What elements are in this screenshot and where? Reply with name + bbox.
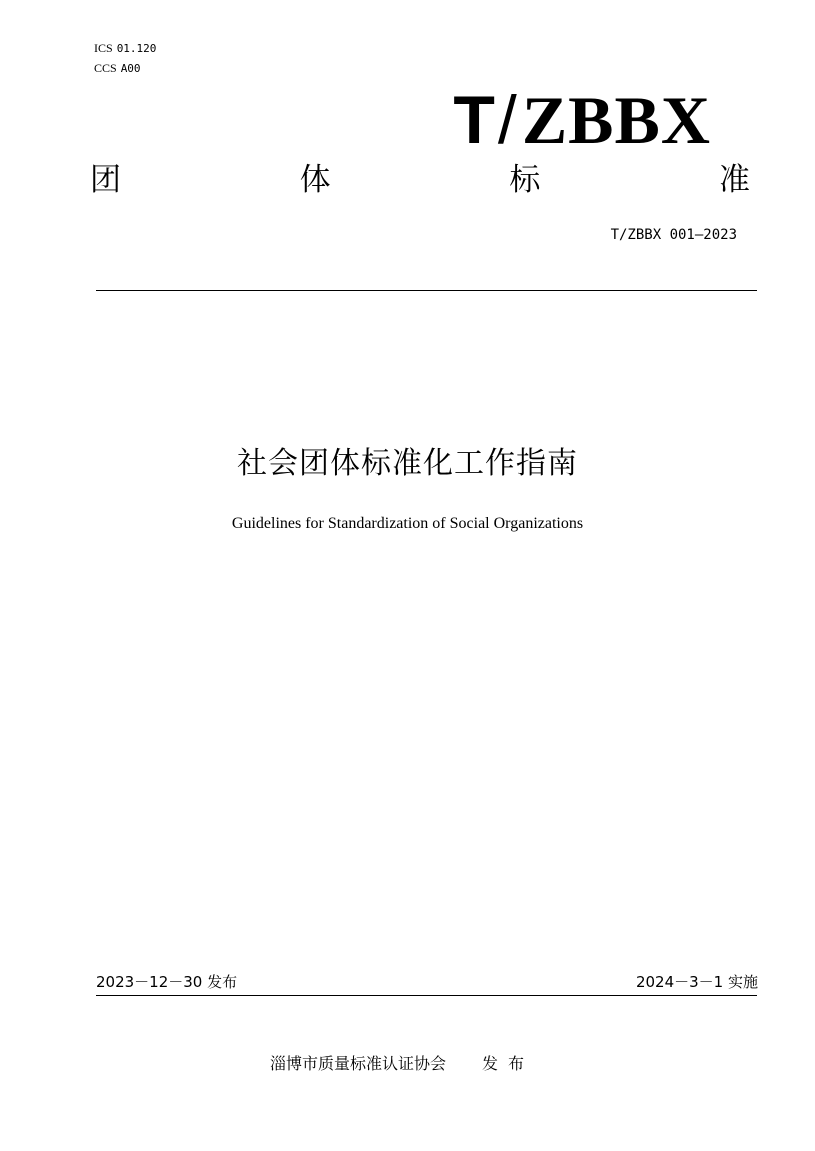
ics-code: 01.120 bbox=[116, 42, 157, 55]
standard-type-char: 团 bbox=[90, 162, 121, 198]
publisher-name: 淄博市质量标准认证协会 bbox=[270, 1054, 447, 1073]
release-date: 2023－12－30 发布 bbox=[96, 973, 238, 991]
header-divider bbox=[96, 290, 757, 291]
logo-t: T bbox=[453, 82, 496, 158]
ics-label: ICS bbox=[94, 41, 113, 55]
standard-number: T/ZBBX 001—2023 bbox=[610, 227, 737, 243]
ics-line bbox=[94, 41, 156, 56]
title-chinese: 社会团体标准化工作指南 bbox=[237, 446, 578, 481]
logo-slash: / bbox=[497, 82, 518, 158]
standard-type-char: 体 bbox=[299, 162, 331, 198]
standard-type-heading bbox=[90, 158, 750, 202]
standard-type-char: 标 bbox=[509, 162, 541, 198]
ccs-code: A00 bbox=[120, 62, 141, 75]
ccs-line bbox=[94, 61, 141, 76]
ccs-label: CCS bbox=[94, 61, 117, 75]
footer-divider bbox=[96, 995, 757, 996]
standard-type-char: 准 bbox=[718, 162, 750, 198]
implementation-date: 2024－3－1 实施 bbox=[635, 973, 758, 991]
logo-letters: ZBBX bbox=[521, 82, 711, 158]
publisher-line bbox=[270, 1053, 534, 1075]
standard-logo bbox=[453, 82, 711, 158]
publisher-action: 发布 bbox=[482, 1054, 535, 1073]
title-english: Guidelines for Standardization of Social Organizations bbox=[231, 515, 584, 532]
